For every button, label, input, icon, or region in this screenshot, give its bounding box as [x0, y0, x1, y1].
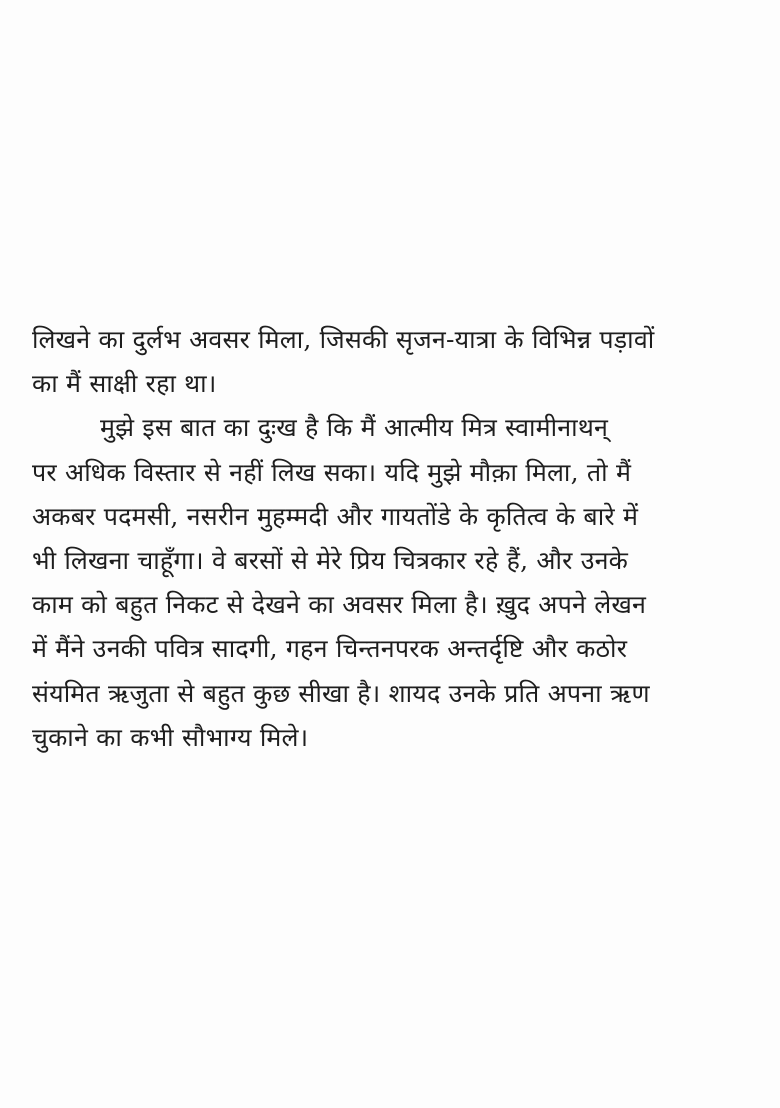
text-line: अकबर पदमसी, नसरीन मुहम्मदी और गायतोंडे के कृतित्व के बारे में [32, 501, 639, 531]
paragraph-1 [32, 318, 767, 406]
paragraph-2 [32, 406, 767, 760]
text-line: पर अधिक विस्तार से नहीं लिख सका। यदि मुझे मौक़ा मिला, तो मैं [32, 457, 632, 487]
text-line: में मैंने उनकी पवित्र सादगी, गहन चिन्तनपरक अन्तर्दृष्टि और कठोर [32, 634, 628, 664]
text-line: संयमित ऋजुता से बहुत कुछ सीखा है। शायद उनके प्रति अपना ऋण [32, 678, 650, 708]
body-text [32, 318, 767, 760]
text-line: चुकाने का कभी सौभाग्य मिले। [32, 722, 309, 752]
text-line: लिखने का दुर्लभ अवसर मिला, जिसकी सृजन-यात्रा के विभिन्न पड़ावों [32, 325, 655, 354]
text-line-indented: मुझे इस बात का दुःख है कि मैं आत्मीय मित्र स्वामीनाथन् [100, 413, 609, 443]
text-line: भी लिखना चाहूँगा। वे बरसों से मेरे प्रिय चित्रकार रहे हैं, और उनके [32, 545, 629, 575]
text-line: का मैं साक्षी रहा था। [32, 369, 217, 399]
text-line: काम को बहुत निकट से देखने का अवसर मिला है। ख़ुद अपने लेखन [32, 590, 647, 620]
